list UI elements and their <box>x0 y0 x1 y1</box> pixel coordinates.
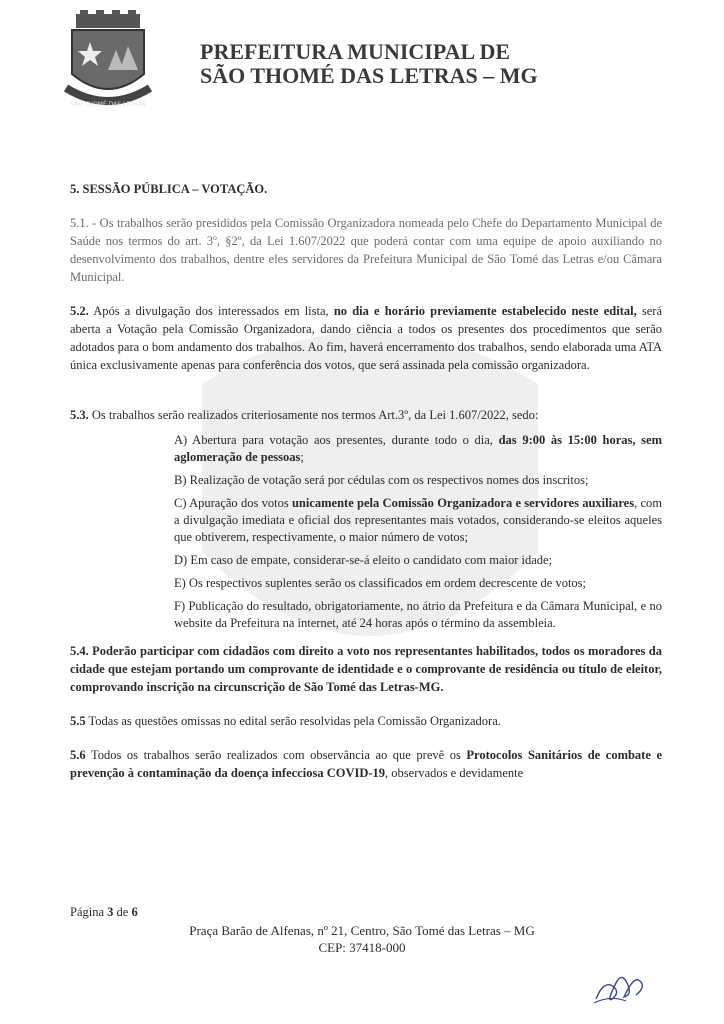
page-number-current: 3 <box>107 905 114 919</box>
section-title: 5. SESSÃO PÚBLICA – VOTAÇÃO. <box>70 182 268 196</box>
header-title-line-1: PREFEITURA MUNICIPAL DE <box>200 39 511 64</box>
paragraph-5-4: 5.4. Poderão participar com cidadãos com direito a voto nos representantes habilitados, todos os moradores da cidade que estejam portando um comprovante de identidade e o comprovante de residência ou título de eleitor, comprovando inscrição na circunscrição de São Tomé das Letras-MG. <box>70 644 662 694</box>
list-item-a-bold: das 9:00 às 15:00 horas, sem aglomeração de pessoas <box>174 433 662 464</box>
footer-cep: CEP: 37418-000 <box>318 940 406 955</box>
list-item-c-end: , com a divulgação imediata e oficial dos representantes mais votados, considerando-se eleitos aqueles que obtiverem, respectivamente, o maior número de votos; <box>174 496 662 544</box>
paragraph-5-5-number: 5.5 <box>70 714 86 728</box>
paragraph-5-6-text-1: Todos os trabalhos serão realizados com observância ao que prevê os <box>85 748 467 762</box>
paragraph-5-2-text-2: será aberta a Votação pela Comissão Organizadora, dando ciência a todos os presentes dos procedimentos que serão adotados para o bom andamento dos trabalhos. Ao fim, haverá encerramento dos trabalhos, sendo elaborada uma ATA única exclusivamente apenas para conferência dos votos, que será assinada pela comissão organizadora. <box>70 304 663 372</box>
paragraph-5-2 <box>70 302 662 374</box>
paragraph-5-3 <box>70 406 662 424</box>
paragraph-5-6-text-2: , observados e devidamente <box>385 766 524 780</box>
list-item-d: D) Em caso de empate, considerar-se-á eleito o candidato com maior idade; <box>174 553 553 567</box>
paragraph-5-5 <box>70 712 662 730</box>
list-item-e: E) Os respectivos suplentes serão os classificados em ordem decrescente de votos; <box>174 576 587 590</box>
coat-of-arms-icon <box>58 10 158 120</box>
footer-address: Praça Barão de Alfenas, nº 21, Centro, São Tomé das Letras – MG <box>189 923 535 938</box>
paragraph-5-5-text: Todas as questões omissas no edital serão resolvidas pela Comissão Organizadora. <box>85 714 501 728</box>
list-item-c-bold: unicamente pela Comissão Organizadora e servidores auxiliares <box>291 496 635 510</box>
list-item-c-text: C) Apuração dos votos <box>174 496 292 510</box>
list-item-b: B) Realização de votação será por cédulas com os respectivos nomes dos inscritos; <box>174 473 589 487</box>
document-body <box>70 180 662 782</box>
paragraph-5-1-lead: 5.1. - Os trabalhos serão presididos pela Comissão Organizadora nomeada <box>70 216 448 230</box>
page-number <box>70 905 138 920</box>
paragraph-5-6-bold: Protocolos Sanitários de combate e prevenção à contaminação da doença infecciosa COVID-19 <box>70 748 662 780</box>
paragraph-5-6 <box>70 746 662 782</box>
list-item-a-text: A) Abertura para votação aos presentes, durante todo o dia, <box>174 433 499 447</box>
paragraph-5-3-number: 5.3. <box>70 408 89 422</box>
list-item-a-end: ; <box>300 450 304 464</box>
footer-address-block <box>0 922 724 956</box>
crest-label: SÃO THOMÉ DAS LETRAS <box>70 101 146 108</box>
list-item-f: F) Publicação do resultado, obrigatoriamente, no átrio da Prefeitura e da Câmara Municipal, e no website da Prefeitura na internet, até 24 horas após o término da assembleia. <box>174 599 662 630</box>
page-header-title <box>200 40 580 88</box>
paragraph-5-6-number: 5.6 <box>70 748 86 762</box>
page-number-of: de <box>113 905 132 919</box>
list-item-a <box>174 432 662 466</box>
list-item-c <box>174 495 662 546</box>
signature-icon <box>590 965 650 1009</box>
paragraph-5-2-bold: no dia e horário previamente estabelecido neste edital, <box>333 304 637 318</box>
paragraph-5-2-text-1: Após a divulgação dos interessados em lista, <box>88 304 334 318</box>
paragraph-5-3-text: Os trabalhos serão realizados criteriosamente nos termos Art.3º, da Lei 1.607/2022, sedo: <box>88 408 539 422</box>
page-number-total: 6 <box>131 905 138 919</box>
header-title-line-2: SÃO THOMÉ DAS LETRAS – MG <box>200 63 538 88</box>
criteria-list <box>174 432 662 632</box>
paragraph-5-2-number: 5.2. <box>70 304 89 318</box>
paragraph-5-1-rest: pelo Chefe do Departamento Municipal de Saúde nos termos do art. 3º, §2º, da Lei 1.607/2022 que poderá contar com uma equipe de apoio auxiliando no desenvolvimento dos trabalhos, dentre eles servidores da Prefeitura Municipal de São Tomé das Letras e/ou Câmara Municipal. <box>70 216 662 284</box>
paragraph-5-1 <box>70 214 662 286</box>
page-number-prefix: Página <box>70 905 108 919</box>
